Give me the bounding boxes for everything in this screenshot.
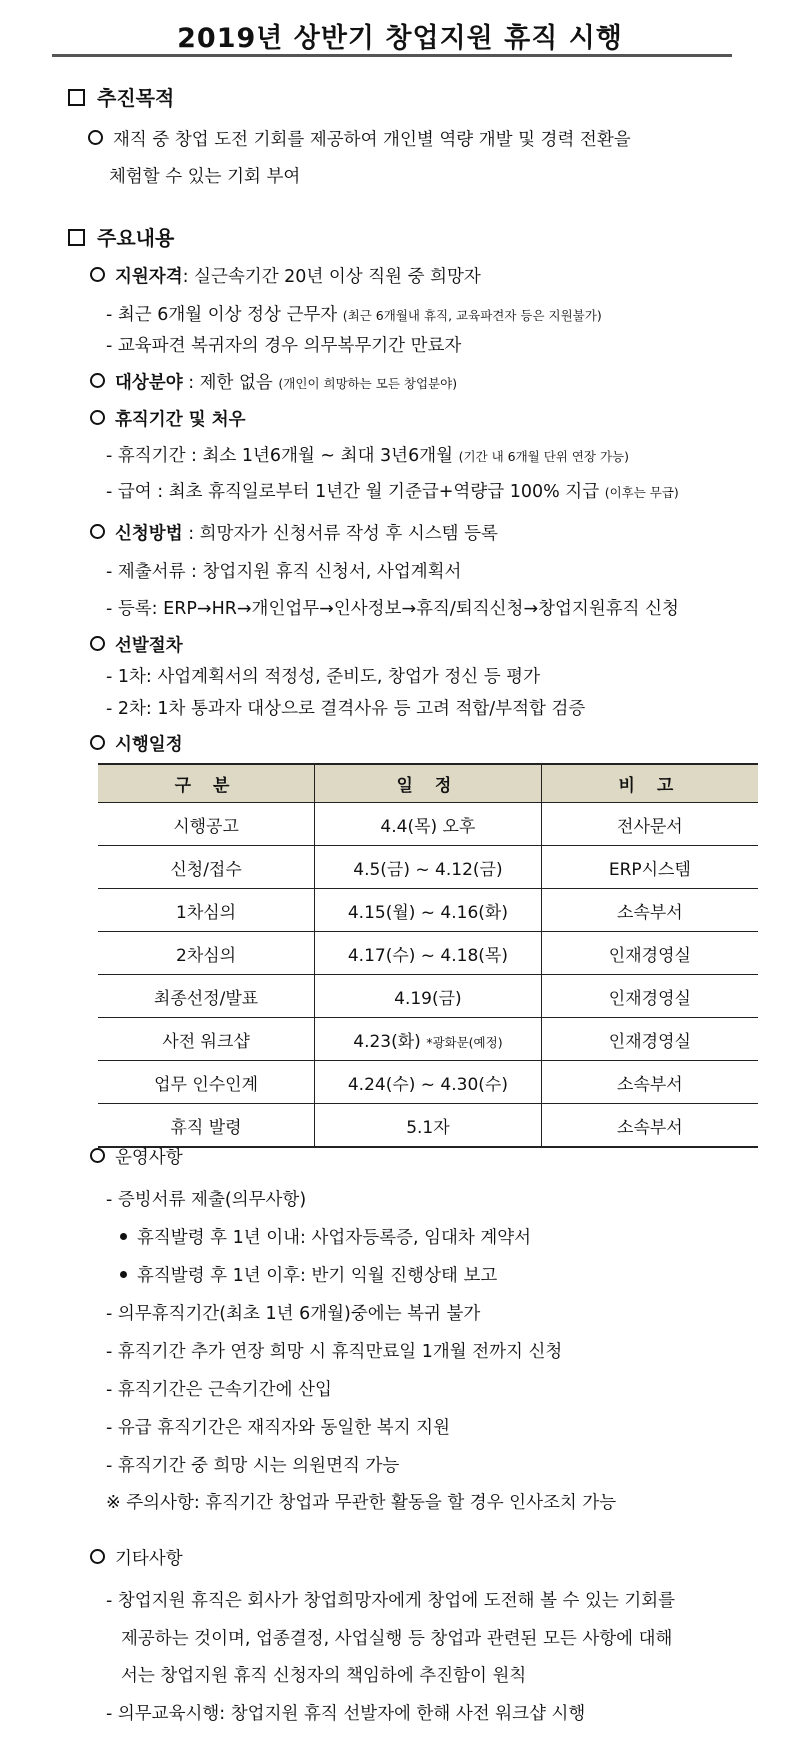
circle-bullet-icon (90, 1148, 105, 1163)
table-cell: 사전 워크샵 (98, 1018, 315, 1061)
table-cell: 인재경영실 (541, 1018, 758, 1061)
caution-note: ※ 주의사항: 휴직기간 창업과 무관한 활동을 할 경우 인사조치 가능 (106, 1493, 617, 1513)
etc-line: - 의무교육시행: 창업지원 휴직 선발자에 한해 사전 워크샵 시행 (106, 1704, 586, 1724)
apply-item: 신청방법 : 희망자가 신청서류 작성 후 시스템 등록 (90, 522, 498, 546)
operation-line: - 의무휴직기간(최초 1년 6개월)중에는 복귀 불가 (106, 1304, 481, 1324)
etc-item: 기타사항 (90, 1547, 183, 1571)
table-cell: 4.15(월) ~ 4.16(화) (315, 889, 542, 932)
selection-sub-2: - 2차: 1차 통과자 대상으로 결격사유 등 고려 적합/부적합 검증 (106, 699, 586, 719)
purpose-line-1: 재직 중 창업 도전 기회를 제공하여 개인별 역량 개발 및 경력 전환을 (88, 128, 631, 152)
operation-line: - 증빙서류 제출(의무사항) (106, 1190, 307, 1210)
field-item: 대상분야 : 제한 없음 (개인이 희망하는 모든 창업분야) (90, 371, 457, 396)
table-cell: 휴직 발령 (98, 1104, 315, 1148)
table-row (98, 975, 758, 1018)
eligibility-sub-1: - 최근 6개월 이상 정상 근무자 (최근 6개월내 휴직, 교육파견자 등은 지원불가) (106, 305, 602, 325)
period-item: 휴직기간 및 처우 (90, 408, 246, 432)
dot-bullet-icon (120, 1233, 127, 1240)
operation-item: 운영사항 (90, 1146, 183, 1170)
table-row (98, 889, 758, 932)
table-cell: 4.17(수) ~ 4.18(목) (315, 932, 542, 975)
dot-bullet-icon (120, 1271, 127, 1278)
square-bullet-icon (68, 89, 85, 106)
square-bullet-icon (68, 229, 85, 246)
operation-bullet-line: 휴직발령 후 1년 이후: 반기 익월 진행상태 보고 (120, 1264, 497, 1288)
table-cell: 소속부서 (541, 1104, 758, 1148)
page-title: 2019년 상반기 창업지원 휴직 시행 (177, 23, 623, 54)
circle-bullet-icon (90, 735, 105, 750)
table-cell: 1차심의 (98, 889, 315, 932)
circle-bullet-icon (90, 636, 105, 651)
eligibility-item: 지원자격: 실근속기간 20년 이상 직원 중 희망자 (90, 265, 481, 289)
circle-bullet-icon (90, 1549, 105, 1564)
operation-line: - 휴직기간 중 희망 시는 의원면직 가능 (106, 1456, 400, 1476)
table-cell: 소속부서 (541, 1061, 758, 1104)
schedule-table (98, 763, 758, 1148)
etc-line: 서는 창업지원 휴직 신청자의 책임하에 추진함이 원칙 (121, 1666, 527, 1686)
circle-bullet-icon (90, 373, 105, 388)
table-cell: 4.19(금) (315, 975, 542, 1018)
table-cell: 4.24(수) ~ 4.30(수) (315, 1061, 542, 1104)
etc-line: - 창업지원 휴직은 회사가 창업희망자에게 창업에 도전해 볼 수 있는 기회를 (106, 1591, 676, 1611)
operation-line: - 휴직기간은 근속기간에 산입 (106, 1380, 332, 1400)
table-cell: 4.23(화) *광화문(예정) (315, 1018, 542, 1061)
period-sub-2: - 급여 : 최초 휴직일로부터 1년간 월 기준급+역량급 100% 지급 (이후는 무급) (106, 482, 679, 502)
table-header: 일 정 (315, 764, 542, 803)
section-heading-content: 주요내용 (68, 226, 174, 250)
purpose-line-2: 체험할 수 있는 기회 부여 (109, 167, 301, 187)
selection-sub-1: - 1차: 사업계획서의 적정성, 준비도, 창업가 정신 등 평가 (106, 667, 540, 687)
circle-bullet-icon (90, 410, 105, 425)
table-cell: ERP시스템 (541, 846, 758, 889)
table-header: 비 고 (541, 764, 758, 803)
circle-bullet-icon (90, 524, 105, 539)
table-cell: 최종선정/발표 (98, 975, 315, 1018)
table-cell: 업무 인수인계 (98, 1061, 315, 1104)
table-row (98, 1104, 758, 1148)
operation-line: - 유급 휴직기간은 재직자와 동일한 복지 지원 (106, 1418, 450, 1438)
table-cell: 인재경영실 (541, 932, 758, 975)
table-row (98, 846, 758, 889)
table-cell: 5.1자 (315, 1104, 542, 1148)
section-heading-purpose: 추진목적 (68, 86, 174, 110)
circle-bullet-icon (90, 267, 105, 282)
apply-sub-1: - 제출서류 : 창업지원 휴직 신청서, 사업계획서 (106, 562, 462, 582)
table-cell: 신청/접수 (98, 846, 315, 889)
operation-line: - 휴직기간 추가 연장 희망 시 휴직만료일 1개월 전까지 신청 (106, 1342, 563, 1362)
table-cell: 2차심의 (98, 932, 315, 975)
table-cell: 소속부서 (541, 889, 758, 932)
table-row (98, 1061, 758, 1104)
table-row (98, 1018, 758, 1061)
period-sub-1: - 휴직기간 : 최소 1년6개월 ~ 최대 3년6개월 (기간 내 6개월 단위 연장 가능) (106, 446, 630, 466)
table-cell: 인재경영실 (541, 975, 758, 1018)
schedule-item: 시행일정 (90, 733, 183, 757)
table-row (98, 803, 758, 846)
table-cell: 4.5(금) ~ 4.12(금) (315, 846, 542, 889)
eligibility-sub-2: - 교육파견 복귀자의 경우 의무복무기간 만료자 (106, 336, 462, 356)
table-header: 구 분 (98, 764, 315, 803)
etc-line: 제공하는 것이며, 업종결정, 사업실행 등 창업과 관련된 모든 사항에 대해 (121, 1629, 673, 1649)
selection-item: 선발절차 (90, 634, 183, 658)
table-cell: 시행공고 (98, 803, 315, 846)
table-cell: 4.4(목) 오후 (315, 803, 542, 846)
circle-bullet-icon (88, 130, 103, 145)
apply-sub-2: - 등록: ERP→HR→개인업무→인사정보→휴직/퇴직신청→창업지원휴직 신청 (106, 599, 679, 619)
table-row (98, 932, 758, 975)
title-divider (52, 54, 732, 57)
workshop-location-note: *광화문(예정) (426, 1034, 503, 1050)
operation-bullet-line: 휴직발령 후 1년 이내: 사업자등록증, 임대차 계약서 (120, 1226, 531, 1250)
table-cell: 전사문서 (541, 803, 758, 846)
table-header-row (98, 764, 758, 803)
